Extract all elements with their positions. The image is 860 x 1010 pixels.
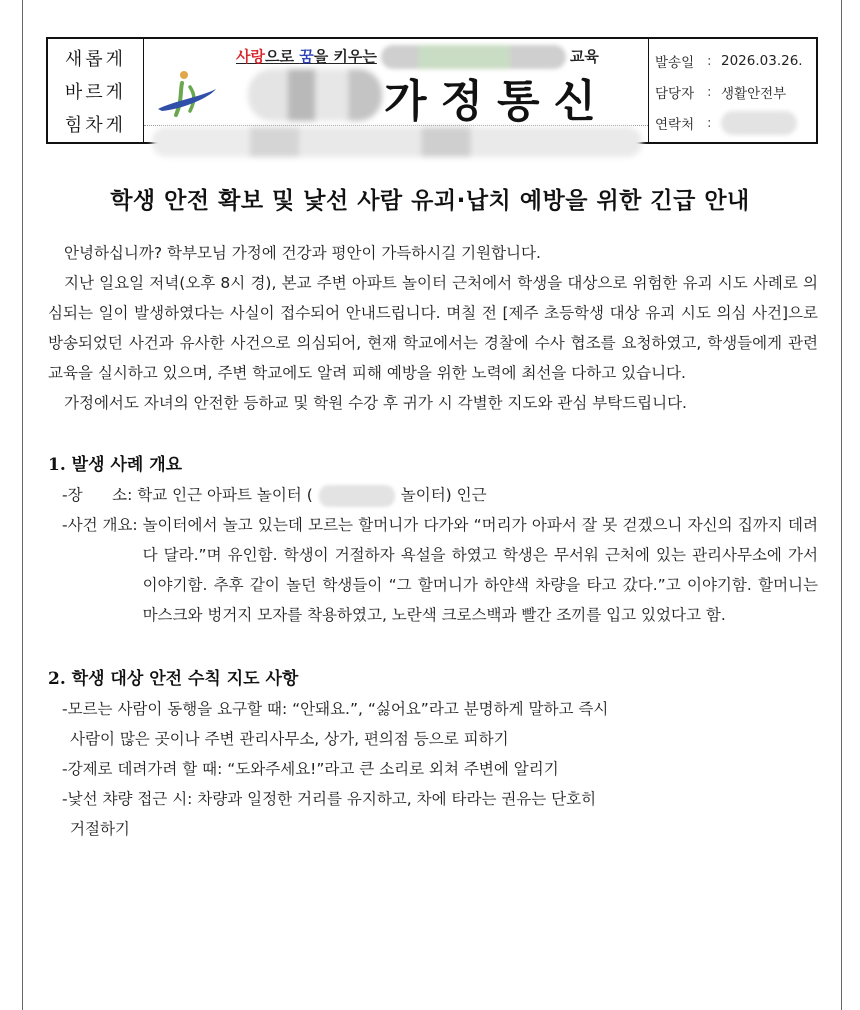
slogan-text: 을 키우는 — [313, 47, 377, 66]
safety-rule — [48, 754, 818, 784]
paragraph-request: 가정에서도 자녀의 안전한 등하교 및 학원 수강 후 귀가 시 각별한 지도와 관심 부탁드립니다. — [64, 394, 687, 412]
info-box — [648, 39, 816, 142]
info-label: 연락처 — [655, 116, 695, 133]
section-title: 1. 발생 사례 개요 — [48, 455, 183, 475]
section-title: 2. 학생 대상 안전 수칙 지도 사항 — [48, 669, 299, 689]
header-center — [144, 39, 648, 142]
school-logo-icon — [154, 67, 220, 123]
info-row-department — [655, 76, 816, 107]
redacted-subtitle — [152, 127, 642, 157]
info-row-date — [655, 45, 816, 76]
info-row-contact — [655, 107, 816, 138]
slogan-text: 교육 — [569, 47, 599, 66]
redacted-place — [319, 485, 395, 507]
item-label: -장 소: — [62, 486, 138, 504]
school-motto — [48, 39, 144, 142]
document-title: 학생 안전 확보 및 낯선 사람 유괴·납치 예방을 위한 긴급 안내 — [110, 188, 750, 214]
incident-location — [48, 480, 818, 510]
divider — [144, 125, 648, 126]
safety-rule — [48, 694, 818, 754]
item-text: 학교 인근 아파트 놀이터 ( — [137, 486, 313, 504]
newsletter-header — [46, 37, 818, 144]
slogan-text: 으로 — [264, 47, 300, 66]
item-text: 놀이터) 인근 — [400, 486, 487, 504]
slogan-blue-text: 꿈 — [299, 47, 314, 66]
info-separator: : — [707, 52, 712, 69]
motto-line: 힘차게 — [64, 114, 127, 136]
rule-text: -모르는 사람이 동행을 요구할 때: “안돼요.”, “싫어요”라고 분명하게 말하고 즉시 — [62, 700, 609, 718]
item-text: 놀이터에서 놀고 있는데 모르는 할머니가 다가와 “머리가 아파서 잘 못 걷겠으니 자신의 집까지 데려다 달라.”며 유인함. 학생이 거절하자 욕설을 하였고 학생은 무서워 근처에 있는 관리사무소에 가서 이야기함. 추후 같이 놀던 학생들이 “그 할머니가 하얀색 차량을 타고 갔다.”고 이야기함. 할머니는 마스크와 벙거지 모자를 착용하였고, 노란색 크로스백과 빨간 조끼를 입고 있었다고 함. — [142, 516, 818, 624]
document-body — [48, 238, 818, 844]
paragraph-greeting: 안녕하십니까? 학부모님 가정에 건강과 평안이 가득하시길 기원합니다. — [64, 244, 541, 262]
info-value: 2026.03.26. — [721, 52, 803, 69]
info-separator: : — [707, 114, 712, 131]
rule-text: -낯선 챠량 접근 시: 차량과 일정한 거리를 유지하고, 차에 타라는 권유는 단호히 — [62, 790, 597, 808]
item-label: -사건 개요: — [62, 516, 143, 534]
incident-summary — [48, 510, 818, 630]
info-label: 담당자 — [655, 85, 695, 102]
info-label: 발송일 — [655, 54, 695, 71]
paragraph-incident: 지난 일요일 저녁(오후 8시 경), 본교 주변 아파트 놀이터 근처에서 학생을 대상으로 위험한 유괴 시도 사례로 의심되는 일이 발생하였다는 사실이 접수되어 안내드립니다. 며칠 전 [제주 초등학생 대상 유괴 시도 의심 사건]으로 방송되었던 사건과 유사한 사건으로 의심되어, 현재 학교에서는 경찰에 수사 협조를 요청하였고, 학생들에게 관련 교육을 실시하고 있으며, 주변 학교에도 알려 피해 예방을 위한 노력에 최선을 다하고 있습니다. — [48, 274, 818, 382]
redacted-contact — [721, 111, 797, 135]
info-value: 생활안전부 — [721, 85, 787, 102]
motto-line: 새롭게 — [64, 48, 127, 70]
redacted-school-name — [248, 69, 382, 121]
slogan-red-text: 사랑 — [236, 47, 265, 66]
rule-text: -강제로 데려가려 할 때: “도와주세요!”라고 큰 소리로 외쳐 주변에 알리기 — [62, 760, 559, 778]
motto-line: 바르게 — [64, 81, 127, 103]
rule-text-continued: 거절하기 — [70, 820, 130, 838]
rule-text-continued: 사람이 많은 곳이나 주변 관리사무소, 상가, 편의점 등으로 피하기 — [70, 730, 509, 748]
info-separator: : — [707, 83, 712, 100]
newsletter-title: 가정통신 — [384, 76, 611, 127]
safety-rule — [48, 784, 818, 844]
